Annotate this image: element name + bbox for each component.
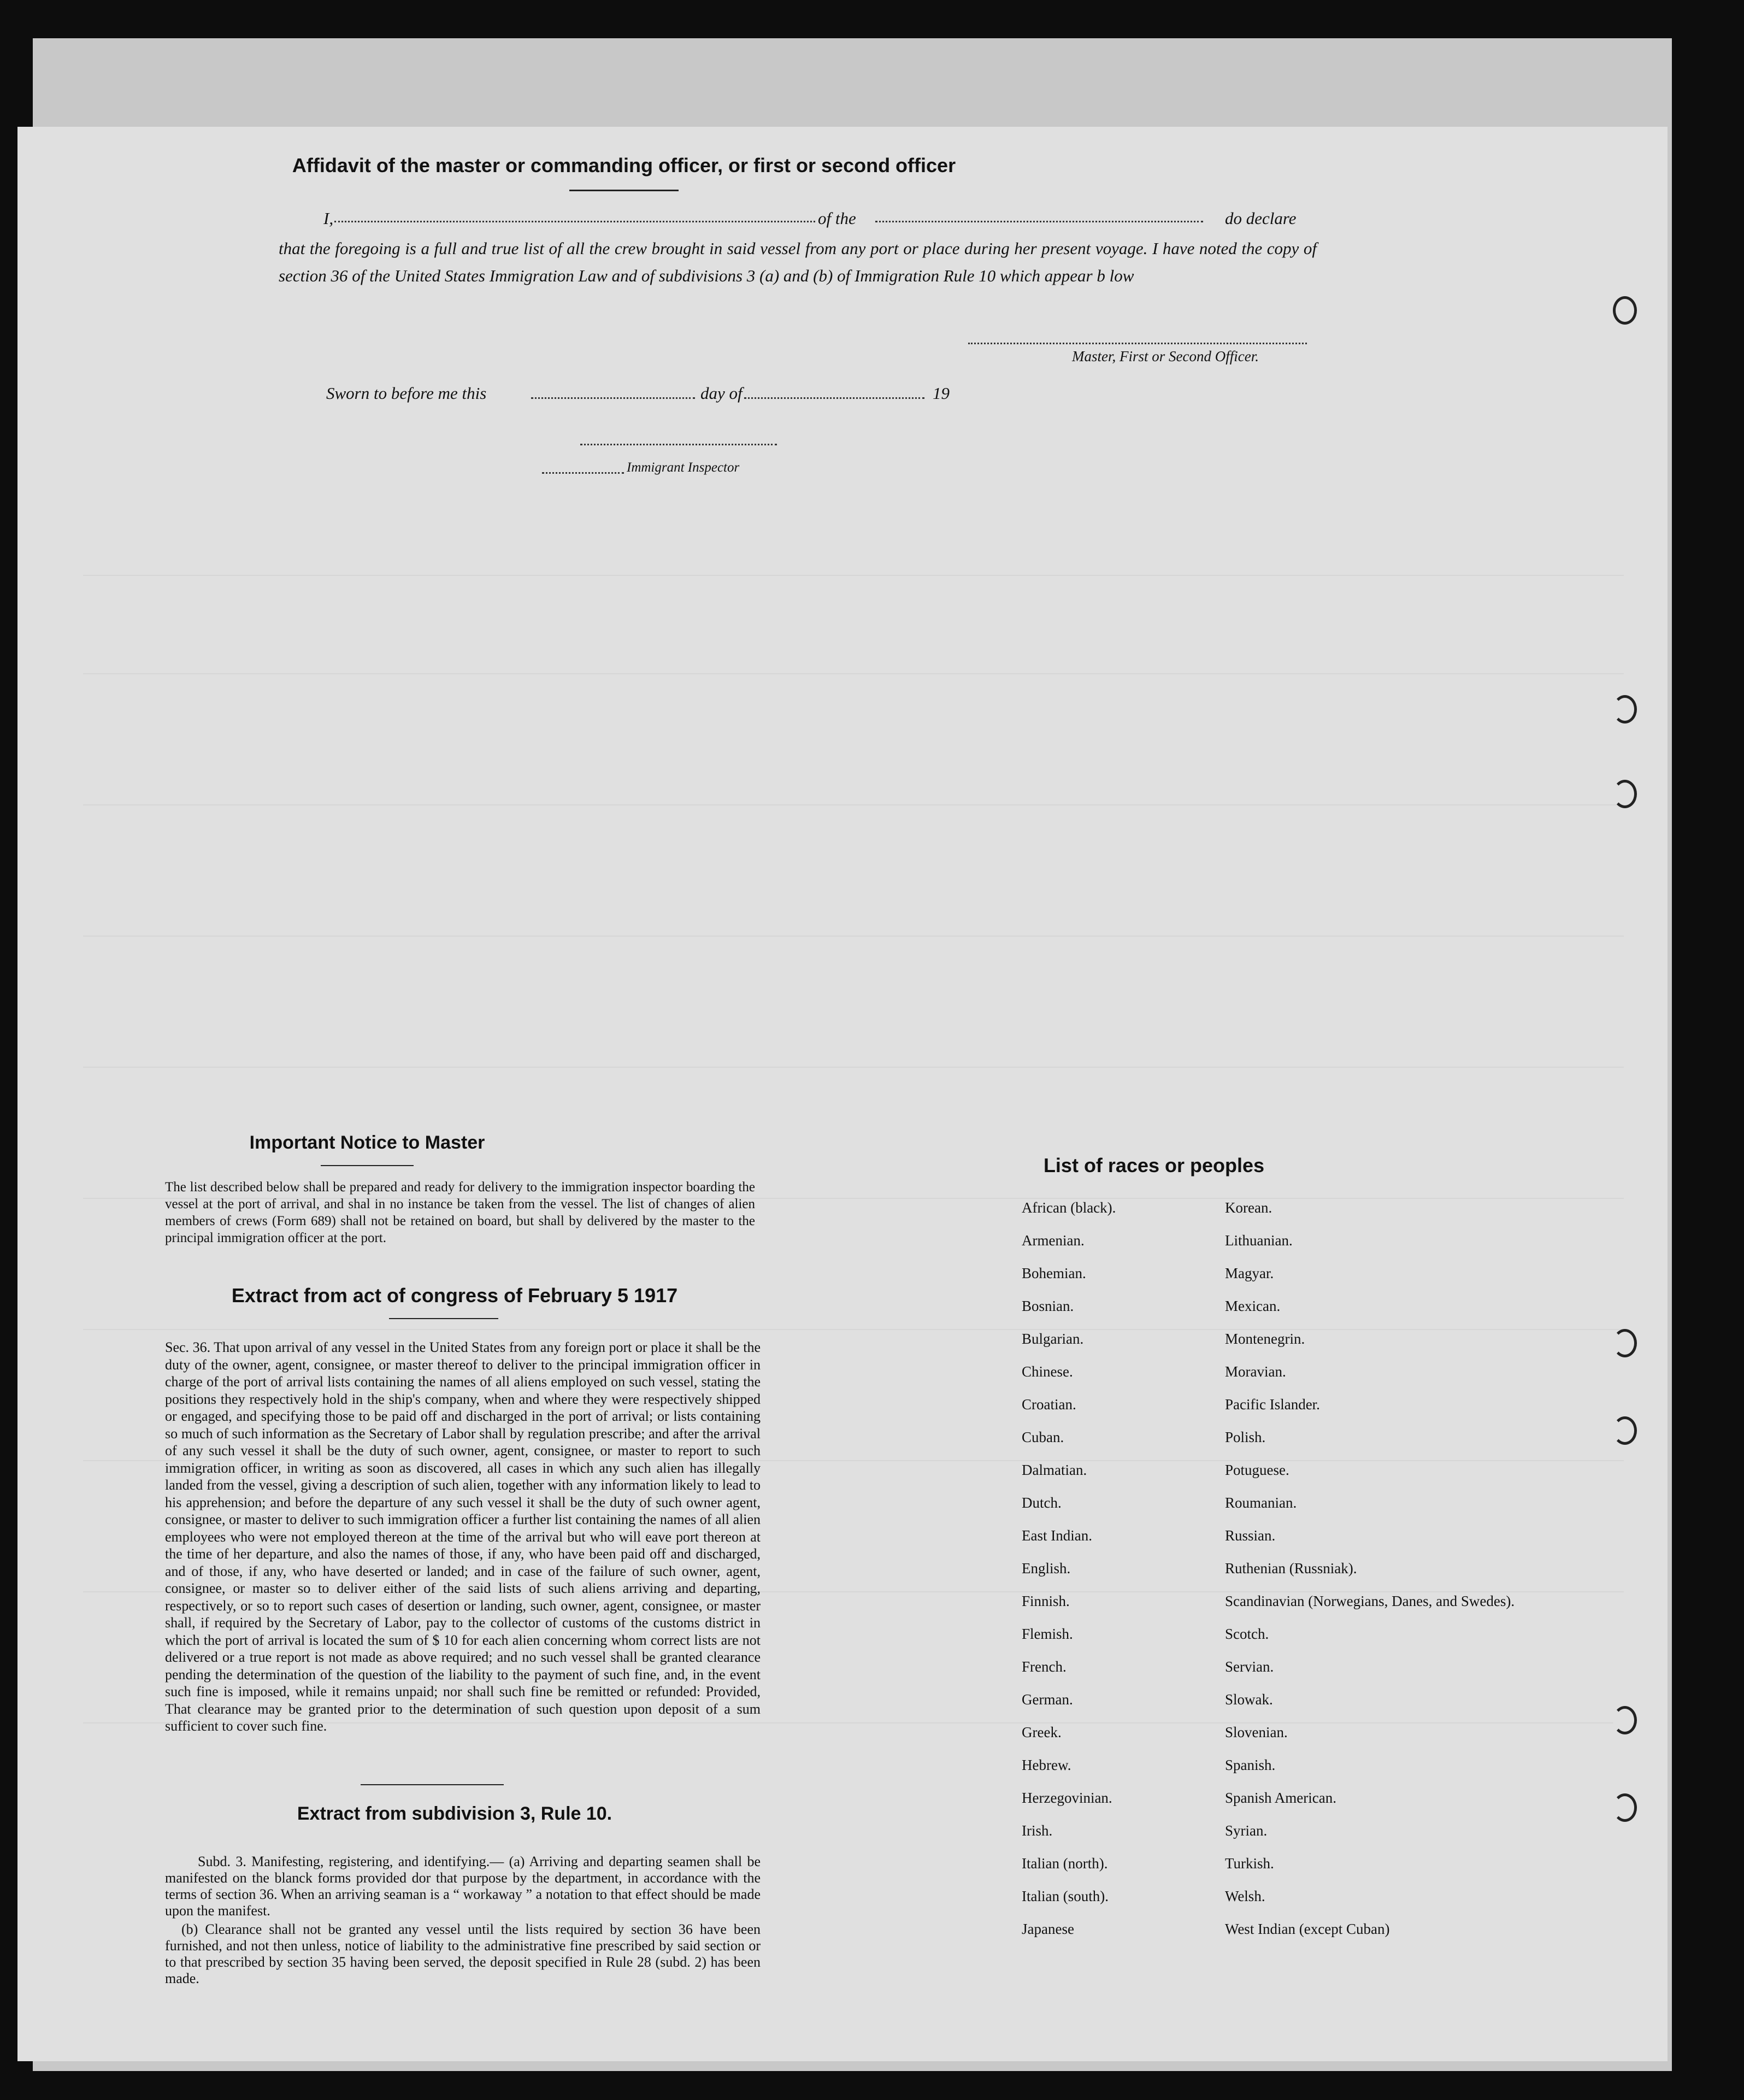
race-item: Italian (north).	[1022, 1855, 1108, 1872]
rule-extract-text-a: Subd. 3. Manifesting, registering, and identifying.— (a) Arriving and departing seamen shall be manifested on the blanck forms provided dor that purpose by the department, in accordance with the terms of section 36. When an arriving seaman is a “ workaway ” a notation to that effect should be made upon the manifest.	[165, 1854, 761, 1919]
notice-title: Important Notice to Master	[249, 1132, 485, 1153]
declare-of-the: of the	[818, 209, 856, 228]
race-item: Spanish.	[1225, 1757, 1276, 1773]
race-item: Syrian.	[1225, 1822, 1268, 1839]
notice-text: The list described below shall be prepared and ready for delivery to the immigration inspector boarding the vessel at the port of arrival, and shal in no instance be taken from the vessel. The list of changes of alien members of crews (Form 689) shall not be retained on board, but shall by delivered by the master to the principal immigration officer at the port.	[165, 1180, 755, 1245]
race-item: Japanese	[1022, 1921, 1074, 1937]
race-item: Mexican.	[1225, 1298, 1281, 1314]
notice-underline	[321, 1165, 414, 1166]
race-item: Moravian.	[1225, 1363, 1286, 1380]
races-right-column	[1225, 1191, 1515, 1945]
race-item: Finnish.	[1022, 1593, 1070, 1609]
race-item: Magyar.	[1225, 1265, 1274, 1281]
vessel-blank	[875, 221, 1203, 222]
race-item: Dalmatian.	[1022, 1462, 1087, 1478]
act-extract-title: Extract from act of congress of February 5 1917	[231, 1284, 678, 1307]
race-item: Ruthenian (Russniak).	[1225, 1560, 1357, 1577]
race-item: Korean.	[1225, 1199, 1272, 1216]
race-item: East Indian.	[1022, 1527, 1092, 1544]
race-item: Irish.	[1022, 1822, 1053, 1839]
race-item: Cuban.	[1022, 1429, 1064, 1445]
sworn-label: Sworn to before me this	[326, 384, 487, 403]
sworn-day-blank	[531, 397, 695, 399]
declare-i: I,	[323, 209, 334, 228]
race-item: Servian.	[1225, 1658, 1274, 1675]
race-item: Polish.	[1225, 1429, 1266, 1445]
affidavit-title: Affidavit of the master or commanding officer, or first or second officer	[292, 154, 956, 177]
race-item: Bulgarian.	[1022, 1331, 1084, 1347]
affidavit-statement: that the foregoing is a full and true list of all the crew brought in said vessel from any port or place during her present voyage. I have noted the copy of section 36 of the United States Immigration Law and of subdivisions 3 (a) and (b) of Immigration Rule 10 which appear b low	[279, 239, 1317, 285]
race-item: Pacific Islander.	[1225, 1396, 1320, 1413]
race-item: Dutch.	[1022, 1495, 1062, 1511]
rule-extract-text-b: (b) Clearance shall not be granted any vessel until the lists required by section 36 have been furnished, and not then unless, notice of liability to the administrative fine prescribed by said section or to that prescribed by section 35 having been served, the deposit specified in Rule 28 (subd. 2) has been made.	[165, 1921, 761, 1986]
race-item: Turkish.	[1225, 1855, 1274, 1872]
race-item: French.	[1022, 1658, 1067, 1675]
act-extract-underline	[389, 1318, 498, 1319]
race-item: German.	[1022, 1691, 1073, 1708]
race-item: Montenegrin.	[1225, 1331, 1305, 1347]
race-item: Herzegovinian.	[1022, 1790, 1112, 1806]
day-of-label: day of	[700, 384, 743, 403]
race-item: Potuguese.	[1225, 1462, 1289, 1478]
declare-text: do declare	[1225, 209, 1297, 228]
race-item: Flemish.	[1022, 1626, 1073, 1642]
races-left-column	[1022, 1191, 1116, 1945]
race-item: Armenian.	[1022, 1232, 1085, 1249]
act-extract-end-rule	[361, 1784, 504, 1785]
race-item: Scotch.	[1225, 1626, 1269, 1642]
binder-hole	[1613, 1329, 1637, 1357]
race-item: Italian (south).	[1022, 1888, 1109, 1904]
signature-label: Master, First or Second Officer.	[1072, 348, 1259, 364]
race-item: Welsh.	[1225, 1888, 1265, 1904]
signature-blank	[968, 343, 1307, 344]
race-item: Spanish American.	[1225, 1790, 1336, 1806]
race-item: Hebrew.	[1022, 1757, 1071, 1773]
title-underline	[569, 190, 679, 191]
race-item: Scandinavian (Norwegians, Danes, and Swedes).	[1225, 1593, 1515, 1609]
document-page	[17, 127, 1668, 2061]
binder-hole	[1613, 780, 1637, 808]
binder-hole	[1613, 1706, 1637, 1734]
race-item: Chinese.	[1022, 1363, 1073, 1380]
race-item: Lithuanian.	[1225, 1232, 1293, 1249]
binder-hole	[1613, 695, 1637, 723]
inspector-signature-blank	[580, 444, 777, 445]
race-item: Bosnian.	[1022, 1298, 1074, 1314]
race-item: African (black).	[1022, 1199, 1116, 1216]
binder-hole	[1613, 1793, 1637, 1822]
race-item: Greek.	[1022, 1724, 1062, 1740]
race-item: Croatian.	[1022, 1396, 1076, 1413]
race-item: West Indian (except Cuban)	[1225, 1921, 1390, 1937]
race-item: Bohemian.	[1022, 1265, 1086, 1281]
race-item: Roumanian.	[1225, 1495, 1297, 1511]
inspector-label: Immigrant Inspector	[627, 460, 740, 475]
race-item: Slowak.	[1225, 1691, 1273, 1708]
race-item: Slovenian.	[1225, 1724, 1288, 1740]
binder-hole	[1613, 1416, 1637, 1445]
binder-hole	[1613, 296, 1637, 325]
sworn-month-blank	[744, 397, 924, 399]
inspector-short-blank	[542, 472, 624, 474]
year-label: 19	[933, 384, 950, 403]
rule-extract-title: Extract from subdivision 3, Rule 10.	[297, 1803, 612, 1824]
race-item: English.	[1022, 1560, 1071, 1577]
race-item: Russian.	[1225, 1527, 1276, 1544]
name-blank	[334, 221, 815, 222]
races-title: List of races or peoples	[1043, 1154, 1265, 1177]
act-extract-text: Sec. 36. That upon arrival of any vessel in the United States from any foreign port or place it shall be the duty of the owner, agent, consignee, or master thereof to deliver to the principal immigration officer in charge of the port of arrival lists containing the names of all aliens employed on such vessel, stating the positions they respectively hold in the ship's company, when and where they were respectively shipped or engaged, and specifying those to be paid off and discharged in the port of arrival; or lists containing so much of such information as the Secretary of Labor shall by regulation prescribe; and after the arrival of any such vessel it shall be the duty of such owner, agent, consignee, or master to report to such immigration officer, in writing as soon as discovered, all cases in which any such alien has illegally landed from the vessel, giving a description of such alien, together with any information likely to lead to his apprehension; and before the departure of any such vessel it shall be the duty of such owner agent, consignee, or master to deliver to such immigration officer a further list containing the names of all alien employees who were not employed thereon at the time of the arrival but who will eave port thereon at the time of her departure, and also the names of those, if any, who have been paid off and discharged, and of those, if any, who have deserted or landed; and in case of the failure of such owner, agent, consignee, or master so to deliver either of the said lists of such aliens arriving and departing, respectively, or so to report such cases of desertion or landing, such owner, agent, consignee, or master shall, if required by the Secretary of Labor, pay to the collector of customs of the customs district in which the port of arrival is located the sum of $ 10 for each alien concerning whom correct lists are not delivered or a true report is not made as above required; and no such vessel shall be granted clearance pending the determination of the question of the liability to the payment of such fine, and, in the event such fine is imposed, while it remains unpaid; nor shall such fine be remitted or refunded: Provided, That clearance may be granted prior to the determination of such question upon deposit of a sum sufficient to cover such fine.	[165, 1339, 761, 1734]
